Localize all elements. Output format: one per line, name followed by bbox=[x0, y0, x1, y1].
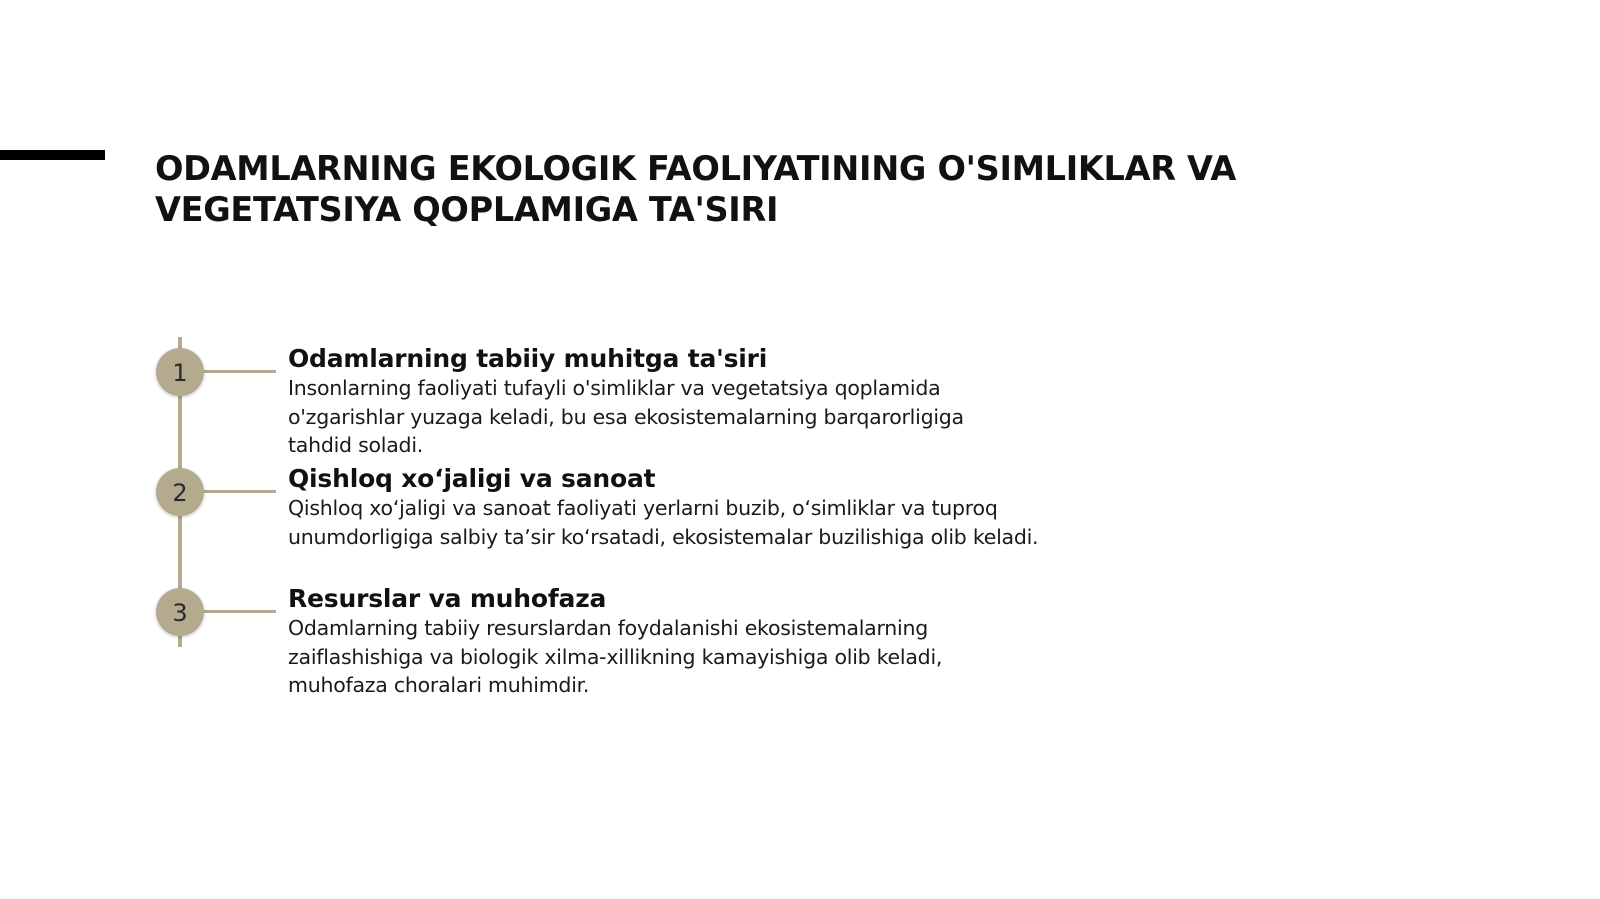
timeline-marker-3: 3 bbox=[156, 588, 204, 636]
timeline-item-2 bbox=[288, 463, 1128, 551]
timeline-item-body-line: Qishloq xoʻjaligi va sanoat faoliyati yerlarni buzib, oʻsimliklar va tuproq bbox=[288, 496, 998, 520]
timeline-item-body bbox=[288, 494, 1128, 551]
timeline-item-body-line: unumdorligiga salbiy taʼsir koʻrsatadi, ekosistemalar buzilishiga olib keladi. bbox=[288, 524, 1039, 549]
timeline-item-1 bbox=[288, 343, 1128, 460]
timeline-item-heading: Resurslar va muhofaza bbox=[288, 584, 607, 613]
timeline-item-body bbox=[288, 374, 1128, 460]
timeline-connector bbox=[204, 490, 276, 493]
timeline-item-body bbox=[288, 614, 1128, 700]
timeline-item-body-line: tahdid soladi. bbox=[288, 433, 424, 457]
slide-title-line: VEGETATSIYA QOPLAMIGA TA'SIRI bbox=[155, 190, 779, 229]
slide-title bbox=[155, 148, 1535, 230]
timeline-item-body-line: Odamlarning tabiiy resurslardan foydalanishi ekosistemalarning bbox=[288, 616, 928, 640]
timeline-marker-2: 2 bbox=[156, 468, 204, 516]
timeline-item-heading: Odamlarning tabiiy muhitga ta'siri bbox=[288, 344, 768, 373]
timeline-item-body-line: Insonlarning faoliyati tufayli o'simliklar va vegetatsiya qoplamida bbox=[288, 376, 941, 400]
slide-title-line: ODAMLARNING EKOLOGIK FAOLIYATINING O'SIMLIKLAR VA bbox=[155, 149, 1237, 188]
timeline-connector bbox=[204, 610, 276, 613]
timeline-item-body-line: o'zgarishlar yuzaga keladi, bu esa ekosistemalarning barqarorligiga bbox=[288, 404, 964, 429]
timeline-item-body-line: zaiflashishiga va biologik xilma-xillikning kamayishiga olib keladi, bbox=[288, 644, 943, 669]
timeline-item-3 bbox=[288, 583, 1128, 700]
timeline-connector bbox=[204, 370, 276, 373]
timeline-item-heading: Qishloq xoʻjaligi va sanoat bbox=[288, 464, 656, 493]
timeline-marker-1: 1 bbox=[156, 348, 204, 396]
title-accent-bar bbox=[0, 150, 105, 160]
timeline-item-body-line: muhofaza choralari muhimdir. bbox=[288, 673, 590, 697]
